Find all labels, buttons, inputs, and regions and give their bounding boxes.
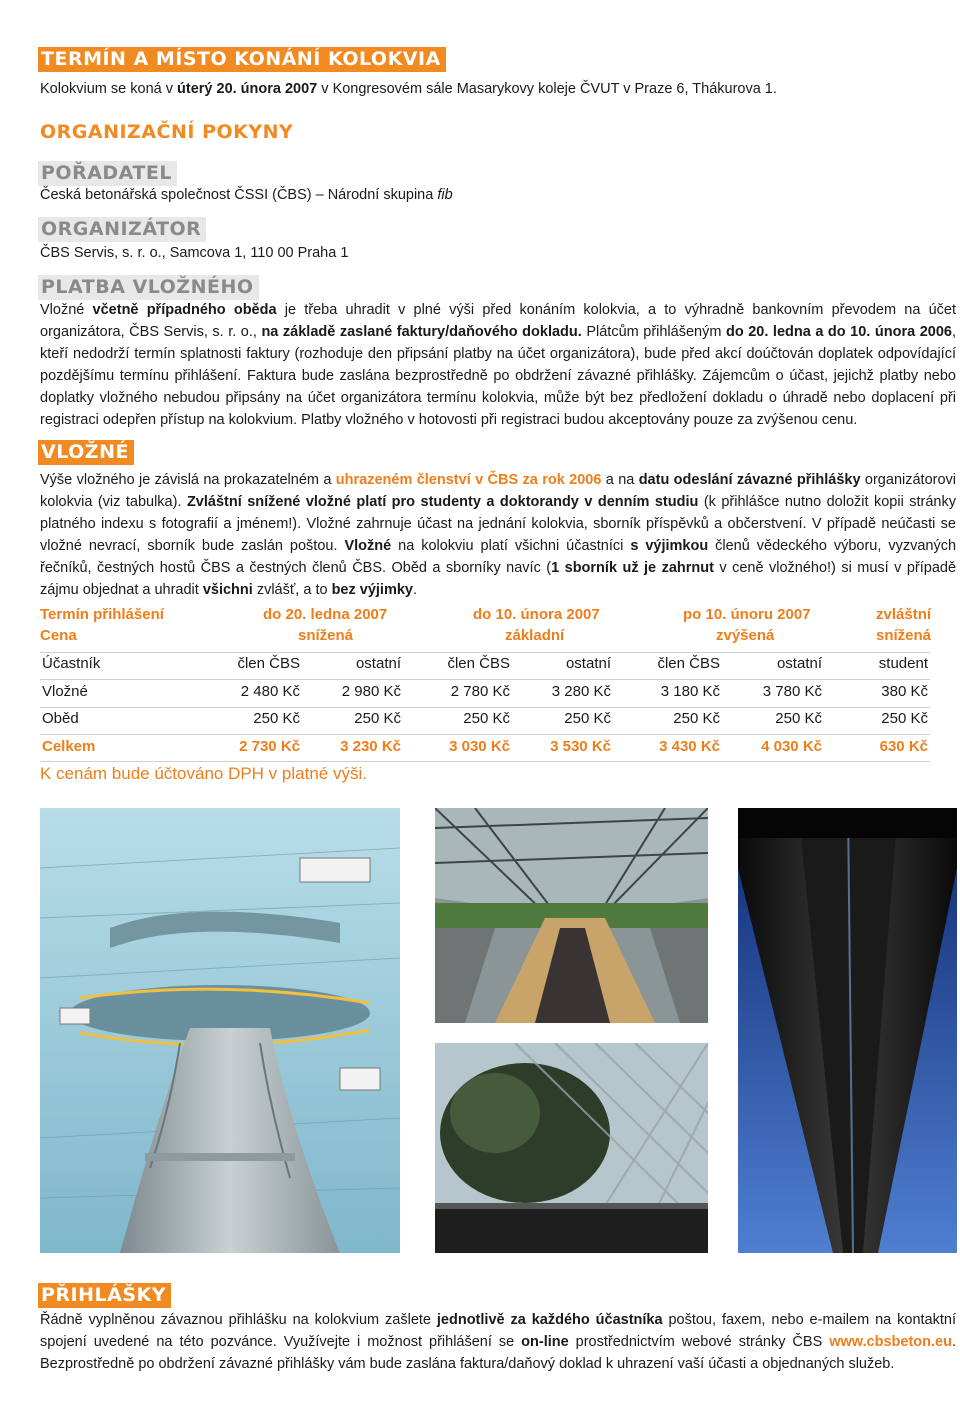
venue-heading: TERMÍN A MÍSTO KONÁNÍ KOLOKVIA xyxy=(38,47,446,72)
vat-note: K cenám bude účtováno DPH v platné výši. xyxy=(40,764,367,783)
bridge-structure-drawing xyxy=(40,808,400,1253)
bridge-underside-photo xyxy=(738,808,957,1253)
row-label: Celkem xyxy=(42,738,96,755)
table-row xyxy=(40,708,930,732)
glass-facade-photo xyxy=(435,1043,708,1253)
table-cell: 3 030 Kč xyxy=(449,738,510,755)
poradatel-text: Česká betonářská společnost ČSSI (ČBS) – Národní skupina fib xyxy=(40,187,453,203)
header-cell: snížená xyxy=(298,627,354,644)
website-link[interactable]: www.cbsbeton.eu xyxy=(829,1334,952,1350)
table-cell: ostatní xyxy=(776,655,822,672)
payment-heading: PLATBA VLOŽNÉHO xyxy=(38,275,259,300)
header-cell: Termín přihlášení xyxy=(40,606,164,623)
table-cell: 2 980 Kč xyxy=(341,683,401,700)
table-cell: 3 430 Kč xyxy=(659,738,720,755)
venue-text: Kolokvium se koná v úterý 20. února 2007 v Kongresovém sále Masarykovy koleje ČVUT v Praze 6, Thákurova 1. xyxy=(40,81,777,97)
table-cell: ostatní xyxy=(565,655,611,672)
poradatel-label: POŘADATEL xyxy=(38,161,177,186)
table-cell: 250 Kč xyxy=(775,710,822,727)
header-cell: snížená xyxy=(876,627,932,644)
table-row xyxy=(40,681,930,705)
registration-text: Řádně vyplněnou závaznou přihlášku na kolokvium zašlete jednotlivě za každého účastníka poštou, faxem, nebo e-mailem na kontaktní spojení uvedené na této pozvánce. Využívejte i možnost přihlášení se on-line prostřednictvím webové stránky ČBS www.cbsbeton.eu. Bezprostředně po obdržení závazné přihlášky vám bude zaslána faktura/daňový doklad k uhrazení vaší účasti a objednaných služeb. xyxy=(40,1312,956,1372)
table-cell: 4 030 Kč xyxy=(761,738,822,755)
table-cell: 3 180 Kč xyxy=(660,683,720,700)
fee-heading: VLOŽNÉ xyxy=(38,440,134,465)
table-header-row xyxy=(40,625,930,649)
glass-canopy-photo xyxy=(435,808,708,1023)
header-cell: do 10. února 2007 xyxy=(473,606,600,623)
row-label: Vložné xyxy=(42,683,88,700)
header-cell: do 20. ledna 2007 xyxy=(263,606,388,623)
table-cell: člen ČBS xyxy=(447,655,510,672)
table-cell: 2 480 Kč xyxy=(240,683,300,700)
table-cell: student xyxy=(878,655,928,672)
table-cell: 3 230 Kč xyxy=(340,738,401,755)
table-cell: 3 530 Kč xyxy=(550,738,611,755)
organizator-label: ORGANIZÁTOR xyxy=(38,217,206,242)
header-cell: základní xyxy=(505,627,565,644)
row-label: Oběd xyxy=(42,710,79,727)
table-cell: 250 Kč xyxy=(463,710,510,727)
table-cell: člen ČBS xyxy=(657,655,720,672)
table-cell: 2 780 Kč xyxy=(450,683,510,700)
row-label: Účastník xyxy=(42,655,101,672)
table-cell: 3 780 Kč xyxy=(762,683,822,700)
table-cell: 630 Kč xyxy=(879,738,928,755)
header-cell: po 10. únoru 2007 xyxy=(683,606,811,623)
table-row xyxy=(40,653,930,677)
table-cell: 250 Kč xyxy=(354,710,401,727)
table-cell: 250 Kč xyxy=(564,710,611,727)
fee-text: Výše vložného je závislá na prokazatelném a uhrazeném členství v ČBS za rok 2006 a na datu odeslání závazné přihlášky organizátorovi kolokvia (viz tabulka). Zvláštní snížené vložné platí pro studenty a doktorandy v denním studiu (k přihlášce nutno doložit kopii stránky platného indexu s fotografií a jménem!). Vložné zahrnuje účast na jednání kolokvia, sborník příspěvků a občerstvení. V případě neúčasti se vložné nevrací, sborník bude zaslán poštou. Vložné na kolokviu platí všichni účastníci s výjimkou členů vědeckého výboru, vyzvaných řečníků, čestných hostů ČBS a čestných členů ČBS. Oběd a sborníky navíc (1 sborník už je zahrnut v ceně vložného!) si musí v případě zájmu objednat a uhradit všichni zvlášť, a to bez výjimky. xyxy=(40,472,957,598)
table-cell: 250 Kč xyxy=(253,710,300,727)
registration-heading: PŘIHLÁŠKY xyxy=(38,1283,171,1308)
header-cell: zvýšená xyxy=(716,627,775,644)
header-cell: zvláštní xyxy=(876,606,932,623)
table-cell: 380 Kč xyxy=(881,683,928,700)
table-cell: 3 280 Kč xyxy=(551,683,611,700)
table-cell: 2 730 Kč xyxy=(239,738,300,755)
table-cell: ostatní xyxy=(355,655,401,672)
table-row-total xyxy=(40,736,930,760)
organizator-text: ČBS Servis, s. r. o., Samcova 1, 110 00 Praha 1 xyxy=(40,245,349,261)
table-cell: člen ČBS xyxy=(237,655,300,672)
table-cell: 250 Kč xyxy=(673,710,720,727)
table-cell: 250 Kč xyxy=(881,710,928,727)
payment-text: Vložné včetně případného oběda je třeba uhradit v plné výši před konáním kolokvia, a to výhradně bankovním převodem na účet organizátora, ČBS Servis, s. r. o., na základě zaslané faktury/daňového dokladu. Plátcům přihlášeným do 20. ledna a do 10. února 2006, kteří nedodrží termín splatnosti faktury (rozhoduje den připsání platby na účet organizátora), bude před akcí doúčtován doplatek odpovídající pozdějšímu termínu přihlášení. Faktura bude zaslána bezprostředně po obdržení závazné přihlášky. Zájemcům o účast, jejichž platby nebo doplatky vložného nebudou připsány na účet organizátora termínu kolokvia, může být bez předložení dokladu o úhradě nebo doplacení při registraci odepřen přístup na kolokvium. Platby vložného v hotovosti při registraci budou akceptovány pouze za zvýšenou cenu. xyxy=(40,302,956,428)
header-cell: Cena xyxy=(40,627,77,644)
org-heading: ORGANIZAČNÍ POKYNY xyxy=(40,121,294,143)
